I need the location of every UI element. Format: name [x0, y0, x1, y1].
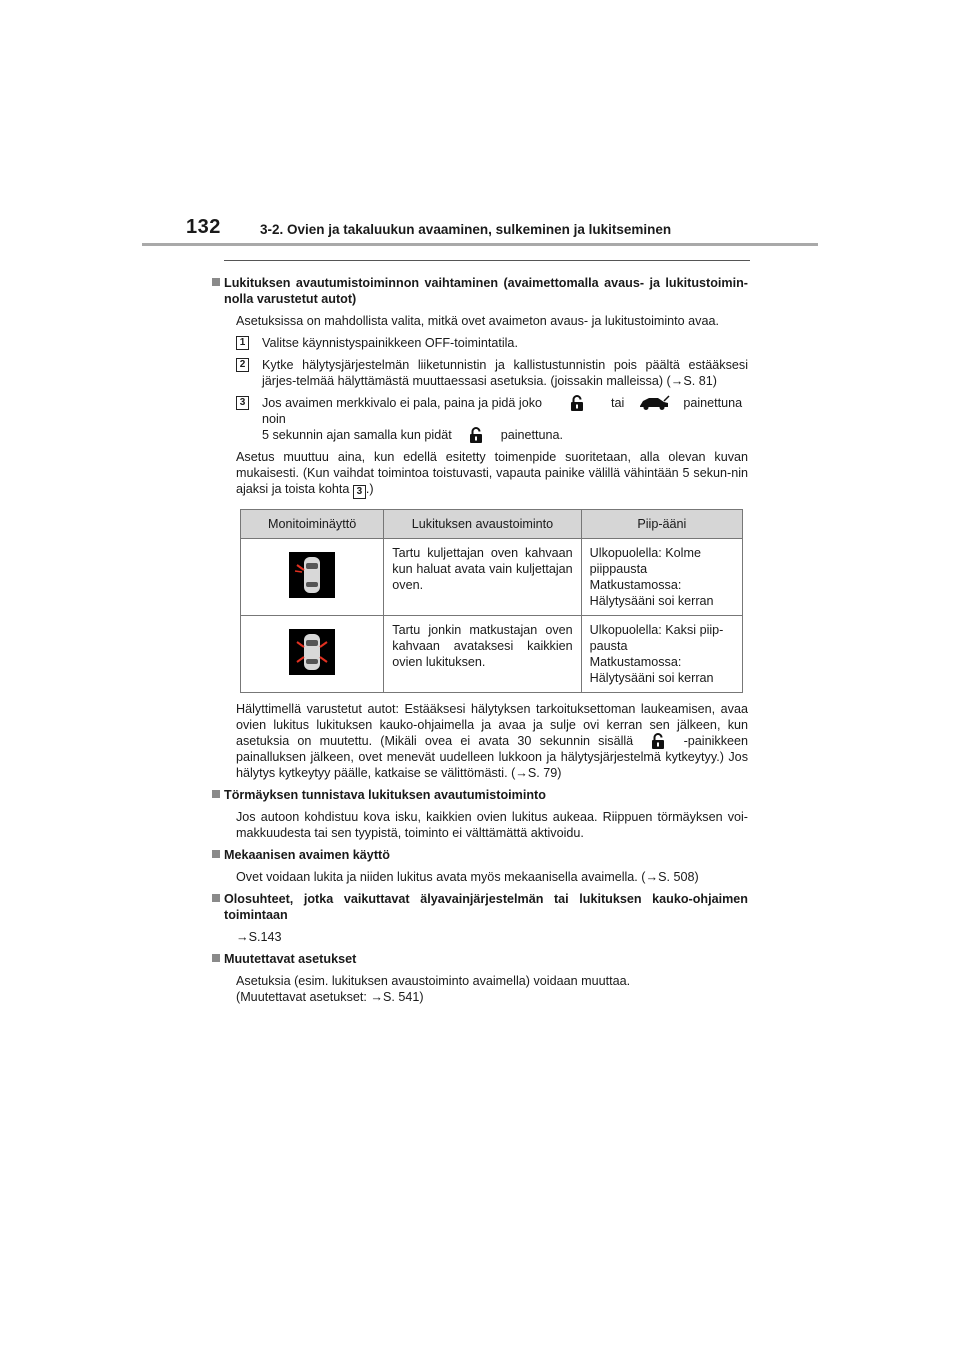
step-number: 1 [236, 336, 249, 350]
beep-line: Hälytysääni soi kerran [589, 671, 714, 685]
section-conditions [212, 891, 748, 945]
table-row [241, 539, 743, 616]
unlock-action-cell: Tartu jonkin matkustajan oven kahvaan avataksesi kaikkien ovien lukituksen. [384, 616, 581, 693]
section-customization [212, 951, 748, 1005]
step-ref: 3 [353, 485, 366, 499]
column-header: Piip-ääni [581, 510, 742, 539]
beep-line: Hälytysääni soi kerran [589, 594, 714, 608]
section-rule [224, 260, 750, 261]
table-row [241, 616, 743, 693]
page-number: 132 [186, 216, 221, 238]
car-all-doors-open-icon [289, 629, 335, 675]
column-header: Lukituksen avaustoiminto [384, 510, 581, 539]
step-1 [236, 335, 748, 351]
note-text: -painikkeen painalluksen jälkeen, ovet menevät uudelleen lukkoon ja hälytysjärjestelmä kytkeytyy.) Jos hälytys kytkeytyy päälle, katkaise se välittömästi. (→S. 79) [236, 734, 749, 780]
section-mechanical-key [212, 847, 748, 885]
section-title: Olosuhteet, jotka vaikuttavat älyavainjärjestelmän tai lukituksen kauko-ohjaimen toimintaan [224, 892, 748, 922]
step-text: Kytke hälytysjärjestelmän liiketunnistin ja kallistustunnistin pois päältä estääksesi järjes-telmää hälyttämästä muuttaessasi asetuksia. (joissakin malleissa) (→S. 81) [262, 358, 748, 388]
section-body: Ovet voidaan lukita ja niiden lukitus avata myös mekaanisella avaimella. (→S. 508) [236, 870, 699, 884]
section-intro: Asetuksissa on mahdollista valita, mitkä ovet avaimeton avaus- ja lukitustoiminto avaa. [236, 314, 719, 328]
step-2 [236, 357, 748, 389]
section-bullet [212, 894, 220, 902]
section-title: Muutettavat asetukset [224, 952, 357, 966]
step-text: painettuna. [500, 428, 564, 442]
section-unlock-function [212, 275, 748, 781]
beep-line: Ulkopuolella: Kolme piippausta [589, 546, 701, 576]
beep-line: Matkustamossa: [589, 655, 682, 669]
beep-line: Matkustamossa: [589, 578, 682, 592]
section-bullet [212, 278, 220, 286]
section-title: Lukituksen avautumistoiminnon vaihtaminen (avaimettomalla avaus- ja lukitustoimin-nolla varustetut autot) [224, 276, 748, 306]
section-bullet [212, 790, 220, 798]
section-collision-unlock [212, 787, 748, 841]
step-3 [236, 395, 748, 443]
beep-line: Ulkopuolella: Kaksi piip-pausta [589, 623, 724, 653]
beep-cell [581, 539, 742, 616]
section-body: Jos autoon kohdistuu kova isku, kaikkien ovien lukitus aukeaa. Riippuen törmäyksen voi-makkuudesta tai sen tyypistä, toiminto ei välttämättä aktivoidu. [236, 810, 748, 840]
unlock-action-cell: Tartu kuljettajan oven kahvaan kun haluat avata vain kuljettajan oven. [384, 539, 581, 616]
note-text: Asetus muuttuu aina, kun edellä esitetty toimenpide suoritetaan, alla olevan kuvan mukaisesti. (Kun vaihdat toimintoa toistuvasti, vapauta painike välillä vähintään 5 sekun-nin ajaksi ja toista kohta [236, 450, 748, 496]
unlock-icon [570, 395, 584, 411]
section-body: →S.143 [236, 930, 282, 944]
car-driver-door-open-icon [289, 552, 335, 598]
section-body: Asetuksia (esim. lukituksen avaustoiminto avaimella) voidaan muuttaa. [236, 974, 631, 988]
section-title: Mekaanisen avaimen käyttö [224, 848, 390, 862]
step-text: Valitse käynnistyspainikkeen OFF-toimintatila. [262, 336, 518, 350]
note-text: Hälyttimellä varustetut autot: Estääksesi hälytyksen tarkoituksettoman laukeamisen, avaa ovien lukitus lukituksen kauko-ohjaimella ja avaa ja sulje ovi kerran sen jälkeen, kun asetuksia on muutettu. (Mikäli ovea ei avata 30 sekunnin sisällä [236, 702, 748, 748]
display-cell [241, 539, 384, 616]
step-text: Jos avaimen merkkivalo ei pala, paina ja pidä joko [262, 396, 543, 410]
column-header: Monitoiminäyttö [241, 510, 384, 539]
table-header-row [241, 510, 743, 539]
section-body: (Muutettavat asetukset: →S. 541) [236, 990, 424, 1004]
step-number: 3 [236, 396, 249, 410]
step-text: 5 sekunnin ajan samalla kun pidät [262, 428, 452, 442]
alarm-note [236, 701, 748, 781]
note-text: .) [365, 482, 374, 496]
step-text: tai [611, 396, 625, 410]
section-title: Törmäyksen tunnistava lukituksen avautumistoiminto [224, 788, 546, 802]
page-content [212, 269, 748, 1005]
step-text: painettuna noin [262, 396, 743, 426]
unlock-settings-table [240, 509, 743, 693]
section-bullet [212, 954, 220, 962]
header-rule [142, 243, 818, 246]
car-trunk-icon [638, 395, 670, 411]
step-number: 2 [236, 358, 249, 372]
chapter-title: 3-2. Ovien ja takaluukun avaaminen, sulkeminen ja lukitseminen [260, 222, 672, 237]
unlock-icon [469, 427, 483, 443]
section-bullet [212, 850, 220, 858]
unlock-icon [651, 733, 665, 749]
display-cell [241, 616, 384, 693]
beep-cell [581, 616, 742, 693]
setting-change-note [236, 449, 748, 499]
